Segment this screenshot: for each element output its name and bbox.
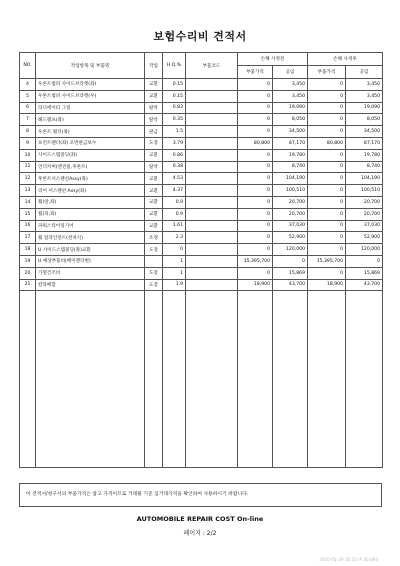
table-row bbox=[20, 255, 383, 267]
cell-code bbox=[186, 244, 238, 256]
blank-cell bbox=[238, 291, 273, 468]
cell-b-labor: 0 bbox=[273, 255, 308, 267]
after-labor-header: 공임 bbox=[346, 66, 383, 79]
table-row bbox=[20, 149, 383, 161]
cell-no: 7 bbox=[20, 114, 36, 126]
table-row bbox=[20, 114, 383, 126]
cell-a-part: 0 bbox=[308, 126, 346, 138]
cell-a-part: 0 bbox=[308, 161, 346, 173]
cell-item: 가열건조비 bbox=[36, 267, 145, 279]
notice-box: 이 견적서/청구서의 부품가격은 참고 가격이므로 거래될 기준 심거래가격을 확인하여 사용하시기 바랍니다. bbox=[19, 483, 382, 507]
cell-a-part: 18,900 bbox=[308, 279, 346, 291]
cell-item: 언더커버(엔진룸,후론트) bbox=[36, 161, 145, 173]
cell-b-labor: 120,000 bbox=[273, 244, 308, 256]
cell-a-part: 0 bbox=[308, 232, 346, 244]
col-after-header: 손해 사정후 bbox=[308, 53, 383, 66]
blank-cell bbox=[145, 291, 163, 468]
cell-hq: 1 bbox=[163, 255, 186, 267]
cell-item: 휠(앞,좌) bbox=[36, 196, 145, 208]
cell-b-labor: 19,780 bbox=[273, 149, 308, 161]
cell-code bbox=[186, 126, 238, 138]
cell-hq: 1 bbox=[163, 267, 186, 279]
cell-item: 우론트 휠더(좌) bbox=[36, 126, 145, 138]
cell-b-part: 0 bbox=[238, 161, 273, 173]
cell-hq: 2.3 bbox=[163, 232, 186, 244]
cell-a-labor: 120,000 bbox=[346, 244, 383, 256]
cell-work bbox=[145, 255, 163, 267]
cell-a-part: 0 bbox=[308, 114, 346, 126]
table-row bbox=[20, 90, 383, 102]
cell-no: 6 bbox=[20, 102, 36, 114]
cell-hq: 1.9 bbox=[163, 279, 186, 291]
col-before-header: 손해 사정전 bbox=[238, 53, 308, 66]
blank-cell bbox=[186, 291, 238, 468]
cell-code bbox=[186, 137, 238, 149]
cell-work: 탈착 bbox=[145, 114, 163, 126]
page-number: 페이지 : 2/2 bbox=[183, 530, 217, 537]
cell-work: 교환 bbox=[145, 185, 163, 197]
cell-hq: 0.9 bbox=[163, 208, 186, 220]
cell-a-part: 0 bbox=[308, 79, 346, 91]
cell-work: 교환 bbox=[145, 208, 163, 220]
cell-no: 9 bbox=[20, 137, 36, 149]
cell-work: 도장 bbox=[145, 279, 163, 291]
blank-cell bbox=[36, 291, 145, 468]
col-no-header: NO. bbox=[20, 53, 36, 79]
cell-hq: 1.5 bbox=[163, 126, 186, 138]
col-hq-header: H.Q.% bbox=[163, 53, 186, 79]
cell-no: 14 bbox=[20, 196, 36, 208]
cell-b-labor: 100,510 bbox=[273, 185, 308, 197]
table-row bbox=[20, 220, 383, 232]
cell-b-part: 0 bbox=[238, 267, 273, 279]
cell-a-part: 15,395,700 bbox=[308, 255, 346, 267]
cell-no: 8 bbox=[20, 126, 36, 138]
cell-a-labor: 34,500 bbox=[346, 126, 383, 138]
cell-work: 판금 bbox=[145, 126, 163, 138]
cell-item: 휠(뒤,좌) bbox=[36, 208, 145, 220]
cell-no: 5 bbox=[20, 90, 36, 102]
cell-code bbox=[186, 267, 238, 279]
cell-hq: 3.79 bbox=[163, 137, 186, 149]
cell-b-part: 0 bbox=[238, 244, 273, 256]
blank-cell bbox=[273, 291, 308, 468]
cell-code bbox=[186, 173, 238, 185]
cell-a-labor: 37,030 bbox=[346, 220, 383, 232]
cell-work: 탈착 bbox=[145, 161, 163, 173]
cell-code bbox=[186, 90, 238, 102]
cell-b-labor: 37,030 bbox=[273, 220, 308, 232]
cell-a-part: 0 bbox=[308, 102, 346, 114]
cell-no: 20 bbox=[20, 267, 36, 279]
cell-b-part: 0 bbox=[238, 220, 273, 232]
cell-a-part: 0 bbox=[308, 90, 346, 102]
blank-cell bbox=[346, 291, 383, 468]
cell-no: 13 bbox=[20, 185, 36, 197]
cell-b-part: 0 bbox=[238, 185, 273, 197]
cell-b-labor: 3,450 bbox=[273, 90, 308, 102]
cell-b-labor: 87,170 bbox=[273, 137, 308, 149]
cell-a-labor: 19,780 bbox=[346, 149, 383, 161]
cell-no: 12 bbox=[20, 173, 36, 185]
before-part-header: 부품가격 bbox=[238, 66, 273, 79]
cell-a-part: 80,800 bbox=[308, 137, 346, 149]
cell-work: 교환 bbox=[145, 220, 163, 232]
cell-code bbox=[186, 220, 238, 232]
cell-a-labor: 20,700 bbox=[346, 208, 383, 220]
cell-a-part: 0 bbox=[308, 244, 346, 256]
table-row bbox=[20, 244, 383, 256]
cell-code bbox=[186, 149, 238, 161]
cell-a-labor: 43,700 bbox=[346, 279, 383, 291]
estimate-table bbox=[19, 52, 383, 468]
cell-work: 교환 bbox=[145, 173, 163, 185]
cell-hq: 0 bbox=[163, 244, 186, 256]
table-row bbox=[20, 102, 383, 114]
cell-item: 후론트서스펜션Assy(좌) bbox=[36, 173, 145, 185]
cell-b-part: 0 bbox=[238, 126, 273, 138]
cell-no: 18 bbox=[20, 244, 36, 256]
cell-a-labor: 3,450 bbox=[346, 79, 383, 91]
cell-item: 라디에이터 그릴 bbox=[36, 102, 145, 114]
cell-no: 19 bbox=[20, 255, 36, 267]
cell-no: 16 bbox=[20, 220, 36, 232]
cell-hq: 0.86 bbox=[163, 149, 186, 161]
cell-work: 교환 bbox=[145, 90, 163, 102]
after-part-header: 부품가격 bbox=[308, 66, 346, 79]
cell-b-part: 0 bbox=[238, 173, 273, 185]
cell-hq: 4.53 bbox=[163, 173, 186, 185]
table-row bbox=[20, 185, 383, 197]
cell-a-part: 0 bbox=[308, 149, 346, 161]
cell-work: 교환 bbox=[145, 196, 163, 208]
cell-a-part: 0 bbox=[308, 267, 346, 279]
print-timestamp: 2020-01-29 16:53 IP 40 094 bbox=[319, 557, 378, 562]
cell-code bbox=[186, 185, 238, 197]
cell-item: 사이드스텝몰딩(좌) bbox=[36, 149, 145, 161]
cell-code bbox=[186, 79, 238, 91]
cell-code bbox=[186, 196, 238, 208]
cell-b-labor: 43,700 bbox=[273, 279, 308, 291]
cell-item: 휠 얼라인먼트(전차식) bbox=[36, 232, 145, 244]
blank-cell bbox=[308, 291, 346, 468]
cell-a-labor: 15,869 bbox=[346, 267, 383, 279]
cell-item: 헤드램프(좌) bbox=[36, 114, 145, 126]
cell-hq: 0.15 bbox=[163, 90, 186, 102]
table-row bbox=[20, 137, 383, 149]
cell-a-labor: 0 bbox=[346, 255, 383, 267]
cell-a-labor: 3,450 bbox=[346, 90, 383, 102]
cell-a-labor: 104,190 bbox=[346, 173, 383, 185]
cell-code bbox=[186, 114, 238, 126]
cell-no: 4 bbox=[20, 79, 36, 91]
cell-b-part: 0 bbox=[238, 232, 273, 244]
cell-work: 조정 bbox=[145, 232, 163, 244]
blank-cell bbox=[163, 291, 186, 468]
cell-a-part: 0 bbox=[308, 196, 346, 208]
cell-code bbox=[186, 232, 238, 244]
cell-b-part: 0 bbox=[238, 149, 273, 161]
cell-work: 도장 bbox=[145, 267, 163, 279]
cell-hq: 0.35 bbox=[163, 114, 186, 126]
cell-code bbox=[186, 102, 238, 114]
cell-b-labor: 20,700 bbox=[273, 196, 308, 208]
cell-b-labor: 34,500 bbox=[273, 126, 308, 138]
table-row bbox=[20, 208, 383, 220]
cell-item: U 사이드스텝몰딩(좌)교환 bbox=[36, 244, 145, 256]
table-row bbox=[20, 126, 383, 138]
cell-a-labor: 87,170 bbox=[346, 137, 383, 149]
cell-b-labor: 3,450 bbox=[273, 79, 308, 91]
cell-b-part: 0 bbox=[238, 208, 273, 220]
cell-b-part: 0 bbox=[238, 102, 273, 114]
cell-no: 21 bbox=[20, 279, 36, 291]
cell-b-labor: 15,869 bbox=[273, 267, 308, 279]
col-code-header: 부품코드 bbox=[186, 53, 238, 79]
cell-item: 우론트범퍼 사이드브라켓(좌) bbox=[36, 79, 145, 91]
cell-work: 교환 bbox=[145, 79, 163, 91]
cell-code bbox=[186, 208, 238, 220]
cell-code bbox=[186, 279, 238, 291]
cell-work: 도장 bbox=[145, 244, 163, 256]
cell-a-part: 0 bbox=[308, 220, 346, 232]
cell-a-labor: 20,700 bbox=[346, 196, 383, 208]
cell-b-labor: 8,740 bbox=[273, 161, 308, 173]
blank-cell bbox=[20, 291, 36, 468]
cell-work: 도장 bbox=[145, 137, 163, 149]
table-row bbox=[20, 79, 383, 91]
blank-row bbox=[20, 291, 383, 468]
col-work-header: 작업 bbox=[145, 53, 163, 79]
cell-b-labor: 8,050 bbox=[273, 114, 308, 126]
footer-title: AUTOMOBILE REPAIR COST On-line bbox=[136, 515, 264, 523]
cell-b-part: 18,900 bbox=[238, 279, 273, 291]
table-row bbox=[20, 267, 383, 279]
cell-a-labor: 19,090 bbox=[346, 102, 383, 114]
cell-code bbox=[186, 255, 238, 267]
document-title: 보험수리비 견적서 bbox=[153, 30, 247, 43]
table-row bbox=[20, 196, 383, 208]
before-labor-header: 공임 bbox=[273, 66, 308, 79]
cell-no: 17 bbox=[20, 232, 36, 244]
cell-hq: 0.83 bbox=[163, 102, 186, 114]
cell-a-labor: 52,900 bbox=[346, 232, 383, 244]
cell-no: 15 bbox=[20, 208, 36, 220]
cell-no: 11 bbox=[20, 161, 36, 173]
cell-b-part: 0 bbox=[238, 79, 273, 91]
cell-a-labor: 100,510 bbox=[346, 185, 383, 197]
cell-b-part: 80,800 bbox=[238, 137, 273, 149]
cell-a-labor: 8,050 bbox=[346, 114, 383, 126]
cell-b-part: 0 bbox=[238, 196, 273, 208]
cell-hq: 1.61 bbox=[163, 220, 186, 232]
cell-a-labor: 8,740 bbox=[346, 161, 383, 173]
table-row bbox=[20, 161, 383, 173]
cell-item: U 예상부품비(베이젠더변) bbox=[36, 255, 145, 267]
cell-item: 우론트범퍼 사이드브라켓(우) bbox=[36, 90, 145, 102]
cell-b-labor: 104,190 bbox=[273, 173, 308, 185]
cell-b-part: 0 bbox=[238, 90, 273, 102]
cell-b-labor: 19,090 bbox=[273, 102, 308, 114]
cell-item: 프런트펜더(좌) 포면판금보수 bbox=[36, 137, 145, 149]
table-row bbox=[20, 279, 383, 291]
cell-b-labor: 20,700 bbox=[273, 208, 308, 220]
cell-b-labor: 52,900 bbox=[273, 232, 308, 244]
cell-item: 파워스티어링기어 bbox=[36, 220, 145, 232]
cell-b-part: 15,395,700 bbox=[238, 255, 273, 267]
table-row bbox=[20, 173, 383, 185]
cell-item: 리어 서스펜션 Assy(좌) bbox=[36, 185, 145, 197]
cell-hq: 4.37 bbox=[163, 185, 186, 197]
cell-a-part: 0 bbox=[308, 185, 346, 197]
cell-work: 탈착 bbox=[145, 102, 163, 114]
cell-b-part: 0 bbox=[238, 114, 273, 126]
cell-hq: 0.15 bbox=[163, 79, 186, 91]
cell-work: 교환 bbox=[145, 149, 163, 161]
cell-a-part: 0 bbox=[308, 208, 346, 220]
cell-hq: 0.38 bbox=[163, 161, 186, 173]
cell-no: 10 bbox=[20, 149, 36, 161]
table-row bbox=[20, 232, 383, 244]
cell-code bbox=[186, 161, 238, 173]
cell-item: 칼라배합 bbox=[36, 279, 145, 291]
col-item-header: 작업항목 및 부품명 bbox=[36, 53, 145, 79]
cell-hq: 0.9 bbox=[163, 196, 186, 208]
cell-a-part: 0 bbox=[308, 173, 346, 185]
